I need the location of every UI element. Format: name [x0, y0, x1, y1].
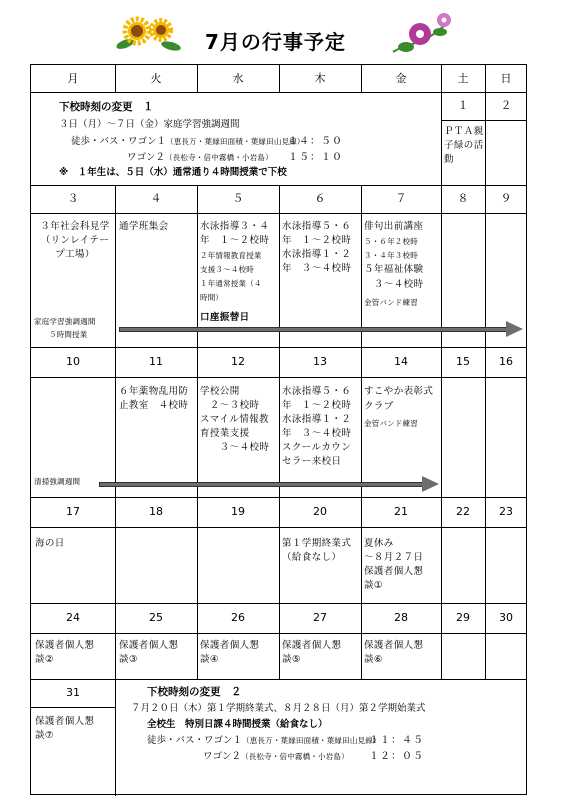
day-number: ３	[67, 192, 79, 205]
day-number: ６	[314, 192, 326, 205]
fri21-event: 夏休み ～８月２７日 保護者個人懇 談①	[364, 538, 424, 591]
morning-glory-icon	[388, 12, 458, 58]
thu27-event: 保護者個人懇 談⑤	[282, 640, 342, 665]
day-number: 18	[149, 505, 163, 518]
tue11-event: ６年薬物乱用防 止教室 ４校時	[119, 386, 189, 411]
day-number: 12	[231, 355, 245, 368]
day-number: 27	[313, 611, 327, 624]
mon31-event: 保護者個人懇 談⑦	[35, 716, 95, 741]
weekday-mon: 月	[67, 72, 79, 85]
weekday-thu: 木	[314, 72, 326, 85]
header	[0, 0, 566, 64]
wed5-line4: 支援３～４校時	[200, 265, 254, 274]
notice2-line2: 全校生 特別日課４時間授業（給食なし）	[147, 719, 328, 730]
notice2-walk-label: 徒歩・バス・ワゴン１	[147, 735, 243, 746]
notice1-walk-label: 徒歩・バス・ワゴン１	[71, 136, 167, 147]
day-number: ７	[395, 192, 407, 205]
page-title: 7月の行事予定	[205, 30, 346, 54]
notice2-walk-row	[147, 733, 381, 748]
day-number: 23	[499, 505, 513, 518]
mon17-event: 海の日	[35, 538, 65, 549]
day-number: 11	[149, 355, 163, 368]
weekday-wed: 水	[232, 72, 244, 85]
day-number: 14	[394, 355, 408, 368]
day-number: 10	[66, 355, 80, 368]
wed26-event: 保護者個人懇 談④	[200, 640, 260, 665]
day-number: ８	[457, 192, 469, 205]
day-number: ５	[232, 192, 244, 205]
divider	[279, 65, 280, 92]
notice2-line1: ７月２０日（木）第１学期終業式、８月２８日（月）第２学期始業式	[131, 703, 426, 714]
fri14-line3: 金管バンド練習	[364, 419, 418, 428]
fri28-event: 保護者個人懇 談⑥	[364, 640, 424, 665]
day-number: 13	[313, 355, 327, 368]
thu13-event: 水泳指導５・６ 年 １～２校時 水泳指導１・２ 年 ３～４校時 スクールカウン セラー来校日	[282, 386, 352, 467]
day-number: 15	[456, 355, 470, 368]
mon3-bottom-note: ５時間授業	[49, 330, 88, 339]
day-number: 30	[499, 611, 513, 624]
thu20-event: 第１学期終業式 （給食なし）	[282, 538, 352, 563]
weekday-fri: 金	[395, 72, 407, 85]
wed12-event: 学校公開 ２～３校時 スマイル情報教 育授業支援 ３～４校時	[200, 386, 270, 453]
notice2-walk-time: １１：４５	[369, 735, 424, 746]
tue4-event: 通学班集会	[119, 221, 169, 232]
day-number: １	[457, 99, 469, 112]
day-number: 17	[66, 505, 80, 518]
fri7-line4: ５年福祉体験	[364, 264, 424, 275]
divider	[361, 65, 362, 92]
fri14-line1: すこやか表彰式	[364, 386, 434, 397]
day-number: 28	[394, 611, 408, 624]
day-number: 20	[313, 505, 327, 518]
notice1-wagon2-route: （長松寺・倍中霧橋・小岩島）	[165, 153, 273, 162]
notice2-wagon2-time: １２：０５	[369, 751, 424, 762]
day-number: ４	[150, 192, 162, 205]
fri7-line3: ３・４年３校時	[364, 251, 418, 260]
day-number: 24	[66, 611, 80, 624]
day-number: 25	[149, 611, 163, 624]
notice1-walk-route: （恵長万・葉縁田面積・葉縁田山見線）	[166, 137, 305, 146]
fri7-line6: 金管バンド練習	[364, 298, 418, 307]
wed5-line5: １年通常授業（４	[200, 279, 262, 288]
fri7-line1: 俳句出前講座	[364, 221, 424, 232]
divider	[115, 65, 116, 92]
period-arrow-icon	[119, 325, 523, 334]
weekday-tue: 火	[150, 72, 162, 85]
wed5-line1: 水泳指導３・４	[200, 221, 270, 232]
notice2-walk-route: （恵長万・葉縁田面積・葉縁田山見線）	[242, 736, 381, 745]
day-number: 19	[231, 505, 245, 518]
weekday-sun: 日	[500, 72, 512, 85]
thu6-event: 水泳指導５・６ 年 １～２校時 水泳指導１・２ 年 ３～４校時	[282, 221, 352, 274]
notice1-period: ３日（月）～７日（金）家庭学習強調週間	[59, 119, 240, 130]
tue25-event: 保護者個人懇 談③	[119, 640, 179, 665]
notice1-walk-time: １４：５０	[288, 136, 343, 147]
notice1-wagon2-label: ワゴン２	[127, 152, 166, 163]
mon3-event: ３年社会科見学 （リンレイテー プ工場）	[40, 221, 110, 260]
day-number: 21	[394, 505, 408, 518]
sat1-event: ＰＴＡ親子緑の活動	[444, 126, 484, 165]
notice1-wagon2-time: １５：１０	[288, 152, 343, 163]
mon24-event: 保護者個人懇 談②	[35, 640, 95, 665]
divider	[197, 65, 198, 92]
notice1-walk-row	[71, 134, 305, 149]
wed5-line7: 口座振替日	[200, 312, 250, 323]
fri7-line2: ５・６年２校時	[364, 237, 418, 246]
day-number: ２	[500, 99, 512, 112]
mon10-bottom-label: 清掃強調週間	[34, 477, 81, 486]
notice2-wagon2-route: （長松寺・倍中霧橋・小岩島）	[241, 752, 349, 761]
weekday-sat: 土	[457, 72, 469, 85]
day-number: 16	[499, 355, 513, 368]
day-number: 31	[66, 686, 80, 699]
wed5-line2: 年 １～２校時	[200, 235, 270, 246]
notice1-heading: 下校時刻の変更 １	[59, 101, 154, 113]
day-number: 26	[231, 611, 245, 624]
notice1-wagon2-row	[127, 150, 273, 165]
notice1-note: ※ １年生は、５日（水）通常通り４時間授業で下校	[59, 167, 287, 178]
divider	[441, 120, 527, 121]
mon3-bottom-label: 家庭学習強調週間	[34, 317, 96, 326]
divider	[31, 707, 115, 708]
period-arrow-icon	[99, 480, 439, 489]
notice2-wagon2-row	[203, 749, 349, 764]
fri14-line2: クラブ	[364, 401, 394, 412]
notice2-wagon2-label: ワゴン２	[203, 751, 242, 762]
day-number: 29	[456, 611, 470, 624]
day-number: 22	[456, 505, 470, 518]
sunflower-icon	[115, 14, 185, 54]
wed5-line6: 時間）	[200, 293, 224, 302]
notice2-heading: 下校時刻の変更 ２	[147, 686, 242, 698]
calendar-table	[30, 64, 527, 795]
divider	[115, 679, 116, 796]
fri7-line5: ３～４校時	[364, 279, 424, 290]
day-number: ９	[500, 192, 512, 205]
wed5-line3: ２年情報教育授業	[200, 251, 262, 260]
